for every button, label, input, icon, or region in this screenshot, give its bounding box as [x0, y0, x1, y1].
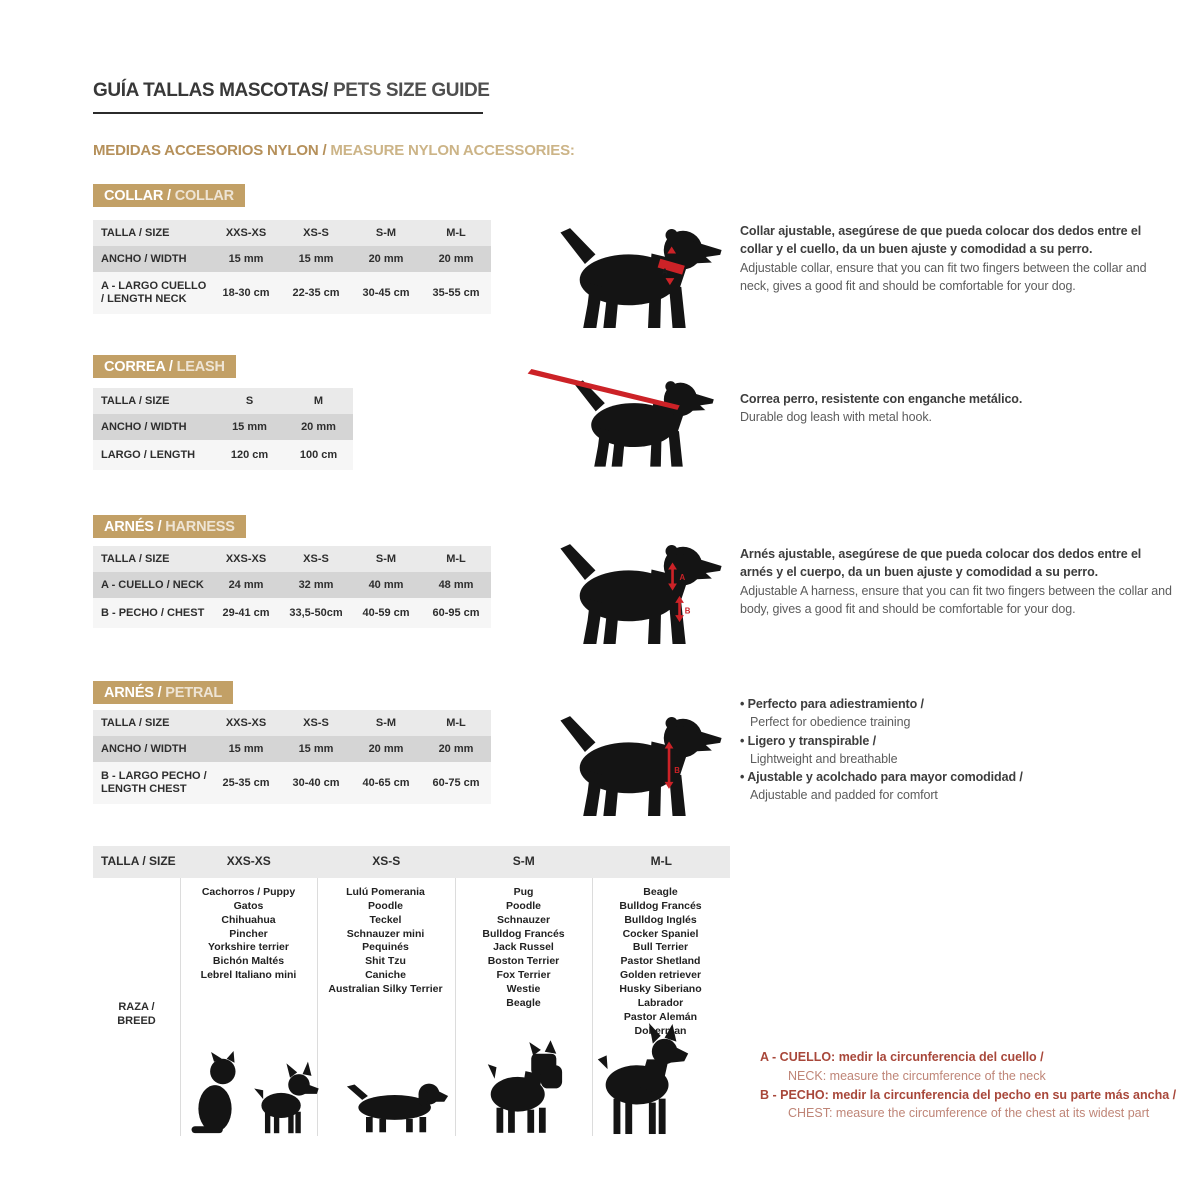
- breed-item: Teckel: [369, 913, 402, 926]
- table-cell: S-M: [375, 716, 397, 729]
- table-cell: 15 mm: [298, 252, 334, 265]
- feature-es: • Ajustable y acolchado para mayor comodidad /: [740, 768, 1172, 786]
- table-cell: 20 mm: [368, 252, 404, 265]
- table-cell: S: [245, 394, 254, 407]
- note-chest-es: B - PECHO: medir la circunferencia del pecho en su parte más ancha /: [760, 1087, 1177, 1102]
- feature-es: • Perfecto para adiestramiento /: [740, 695, 1172, 713]
- dog-collar-illustration: [540, 208, 735, 335]
- note-neck-en: NECK: measure the circumference of the neck: [788, 1068, 1046, 1083]
- row-label: B - LARGO PECHO / LENGTH CHEST: [101, 770, 207, 795]
- table-cell: 15 mm: [228, 252, 264, 265]
- badge-label-es: COLLAR /: [104, 188, 171, 204]
- table-row: [93, 710, 491, 736]
- breed-item: Yorkshire terrier: [208, 941, 289, 954]
- cat-illustration: [189, 1050, 241, 1136]
- table-row: [93, 220, 491, 246]
- row-label: A - CUELLO / NECK: [101, 578, 204, 591]
- table-cell: 60-95 cm: [432, 606, 480, 619]
- badge-label-en: PETRAL: [161, 685, 223, 701]
- table-cell: S-M: [512, 854, 535, 869]
- table-cell: S-M: [375, 552, 397, 565]
- breed-item: Bull Terrier: [632, 941, 689, 954]
- table-cell: 15 mm: [298, 742, 334, 755]
- table-row: [93, 846, 730, 878]
- leash-description-es: Correa perro, resistente con enganche metálico.: [740, 392, 1023, 406]
- row-label: TALLA / SIZE: [101, 226, 170, 239]
- table-cell: 24 mm: [228, 578, 264, 591]
- collar-description: [740, 222, 1172, 295]
- dachshund-illustration: [345, 1078, 450, 1135]
- table-cell: 18-30 cm: [222, 286, 270, 299]
- badge-label-en: LEASH: [172, 359, 225, 375]
- breed-item: Beagle: [643, 886, 678, 898]
- neck-marker-label: A: [679, 573, 686, 583]
- page-title: [93, 80, 490, 114]
- petral-section-badge: [93, 681, 233, 704]
- row-label: LARGO / LENGTH: [101, 448, 196, 461]
- table-cell: 33,5-50cm: [289, 606, 343, 619]
- table-cell: 20 mm: [368, 742, 404, 755]
- breed-item: Poodle: [505, 899, 541, 912]
- breed-item: Fox Terrier: [496, 969, 551, 982]
- row-label: ANCHO / WIDTH: [101, 742, 187, 755]
- row-label: ANCHO / WIDTH: [101, 420, 187, 433]
- row-label: TALLA / SIZE: [101, 854, 176, 869]
- breed-item: Bulldog Inglés: [624, 913, 697, 926]
- breed-item: Pequinés: [362, 941, 409, 954]
- breed-table-body: [93, 878, 730, 1136]
- harness-section-badge: [93, 515, 246, 538]
- breed-item: Australian Silky Terrier: [328, 983, 443, 996]
- page-subtitle-en: MEASURE NYLON ACCESSORIES:: [326, 142, 575, 159]
- breed-item: Pastor Shetland: [620, 955, 701, 968]
- leash-section-badge: [93, 355, 236, 378]
- table-cell: 20 mm: [301, 420, 336, 433]
- table-cell: 48 mm: [438, 578, 474, 591]
- collar-section-badge: [93, 184, 245, 207]
- leash-description: [740, 390, 1172, 427]
- breed-item: Labrador: [637, 996, 684, 1009]
- breed-item: Boston Terrier: [487, 955, 560, 968]
- chihuahua-illustration: [250, 1058, 322, 1135]
- breed-item: Shit Tzu: [365, 955, 406, 968]
- row-label: B - PECHO / CHEST: [101, 606, 205, 619]
- row-label: TALLA / SIZE: [101, 716, 170, 729]
- feature-es: • Ligero y transpirable /: [740, 732, 1172, 750]
- table-cell: 40-65 cm: [362, 776, 410, 789]
- table-cell: M: [313, 394, 324, 407]
- leash-size-table: [93, 388, 353, 470]
- breed-item: Poodle: [367, 899, 403, 912]
- table-cell: 25-35 cm: [222, 776, 270, 789]
- feature-item: [740, 732, 1172, 769]
- breed-item: Jack Russel: [493, 941, 554, 954]
- feature-en: Perfect for obedience training: [750, 715, 911, 730]
- breed-item: Bichón Maltés: [212, 955, 285, 968]
- collar-description-en: Adjustable collar, ensure that you can fit two fingers between the collar and neck, gives a good fit and should be comfortable for your dog.: [740, 260, 1147, 293]
- breed-list-xs-s: [317, 886, 454, 997]
- breed-item: Cachorros / Puppy: [201, 886, 296, 898]
- table-cell: 15 mm: [232, 420, 267, 433]
- leash-description-en: Durable dog leash with metal hook.: [740, 410, 932, 425]
- neck-marker-label: A: [662, 267, 668, 277]
- chest-marker-label: B: [684, 606, 691, 616]
- petral-features: [740, 695, 1172, 805]
- breed-item: Bulldog Francés: [619, 899, 702, 912]
- table-cell: 40-59 cm: [362, 606, 410, 619]
- table-row: [93, 388, 353, 414]
- breed-item: Doberman: [634, 1024, 687, 1037]
- measuring-notes: [760, 1048, 1190, 1123]
- breed-item: Gatos: [233, 899, 264, 912]
- breed-item: Lebrel Italiano mini: [200, 969, 297, 982]
- table-cell: XXS-XS: [225, 552, 267, 565]
- badge-label-es: CORREA /: [104, 359, 173, 375]
- table-cell: XXS-XS: [226, 854, 271, 869]
- table-row: [93, 414, 353, 440]
- table-row: [93, 272, 491, 314]
- feature-en: Adjustable and padded for comfort: [750, 788, 938, 803]
- breed-table-header: [93, 846, 730, 878]
- doberman-illustration: [595, 1022, 690, 1135]
- table-row: [93, 762, 491, 804]
- breed-list-m-l: [592, 886, 729, 1038]
- note-neck-es: A - CUELLO: medir la circunferencia del cuello /: [760, 1050, 1044, 1064]
- table-row: [93, 736, 491, 762]
- table-cell: S-M: [375, 226, 397, 239]
- breed-row-label: [93, 1000, 180, 1029]
- breed-item: Bulldog Francés: [482, 927, 565, 940]
- feature-en: Lightweight and breathable: [750, 751, 898, 766]
- table-cell: 35-55 cm: [432, 286, 480, 299]
- table-cell: XS-S: [303, 226, 329, 239]
- breed-item: Caniche: [365, 969, 406, 982]
- table-cell: XS-S: [303, 716, 329, 729]
- page-subtitle: [93, 142, 575, 159]
- breed-row-label-en: BREED: [117, 1015, 156, 1028]
- breed-item: Lulú Pomerania: [346, 886, 425, 898]
- badge-label-en: HARNESS: [161, 519, 235, 535]
- table-cell: 100 cm: [299, 448, 338, 461]
- table-cell: 22-35 cm: [292, 286, 340, 299]
- breed-item: Husky Siberiano: [619, 983, 702, 996]
- table-cell: M-L: [650, 854, 672, 869]
- row-label: TALLA / SIZE: [101, 394, 170, 407]
- dog-petral-illustration: [540, 696, 735, 823]
- badge-label-en: COLLAR: [170, 188, 234, 204]
- badge-label-es: ARNÉS /: [104, 519, 162, 535]
- table-row: [93, 572, 491, 598]
- dog-leash-illustration: [512, 363, 740, 475]
- collar-description-es: Collar ajustable, asegúrese de que pueda colocar dos dedos entre el collar y el cuello, da un buen ajuste y comodidad a su perro.: [740, 224, 1142, 257]
- breed-item: Schnauzer mini: [346, 927, 425, 940]
- table-cell: 20 mm: [438, 742, 474, 755]
- note-chest-en: CHEST: measure the circumference of the chest at its widest part: [788, 1106, 1150, 1121]
- page-title-es: GUÍA TALLAS MASCOTAS/: [93, 80, 329, 101]
- breed-item: Chihuahua: [221, 913, 276, 926]
- table-cell: 29-41 cm: [222, 606, 270, 619]
- harness-description: [740, 545, 1172, 618]
- table-cell: 15 mm: [228, 742, 264, 755]
- table-row: [93, 440, 353, 470]
- breed-item: Beagle: [506, 996, 541, 1009]
- dog-harness-illustration: [540, 524, 735, 651]
- table-row: [93, 546, 491, 572]
- table-row: [93, 598, 491, 628]
- harness-size-table: [93, 546, 491, 628]
- table-cell: 60-75 cm: [432, 776, 480, 789]
- table-cell: M-L: [446, 552, 466, 565]
- table-cell: M-L: [446, 716, 466, 729]
- table-cell: 120 cm: [230, 448, 269, 461]
- breed-item: Pug: [513, 886, 534, 898]
- table-cell: 30-45 cm: [362, 286, 410, 299]
- table-cell: 32 mm: [298, 578, 334, 591]
- breed-item: Golden retriever: [619, 969, 702, 982]
- breed-item: Pastor Alemán: [623, 1010, 698, 1023]
- table-cell: 30-40 cm: [292, 776, 340, 789]
- breed-item: Cocker Spaniel: [622, 927, 699, 940]
- row-label: ANCHO / WIDTH: [101, 252, 187, 265]
- breed-list-s-m: [455, 886, 592, 1011]
- table-cell: XXS-XS: [225, 226, 267, 239]
- breed-item: Pincher: [229, 927, 268, 940]
- table-cell: 20 mm: [438, 252, 474, 265]
- table-row: [93, 246, 491, 272]
- schnauzer-illustration: [483, 1038, 565, 1135]
- harness-description-en: Adjustable A harness, ensure that you can fit two fingers between the collar and body, gives a good fit and should be comfortable for your dog.: [740, 583, 1172, 616]
- page-title-en: PETS SIZE GUIDE: [328, 80, 490, 101]
- row-label: TALLA / SIZE: [101, 552, 170, 565]
- row-label: A - LARGO CUELLO / LENGTH NECK: [101, 280, 207, 305]
- breed-item: Schnauzer: [496, 913, 551, 926]
- table-cell: XXS-XS: [225, 716, 267, 729]
- feature-item: [740, 695, 1172, 732]
- chest-marker-label: B: [674, 766, 680, 776]
- table-cell: M-L: [446, 226, 466, 239]
- table-cell: XS-S: [303, 552, 329, 565]
- badge-label-es: ARNÉS /: [104, 685, 162, 701]
- collar-size-table: [93, 220, 491, 314]
- page-subtitle-es: MEDIDAS ACCESORIOS NYLON /: [93, 142, 327, 159]
- breed-row-label-es: RAZA /: [118, 1001, 155, 1013]
- feature-item: [740, 768, 1172, 805]
- breed-item: Westie: [506, 983, 541, 996]
- table-cell: 40 mm: [368, 578, 404, 591]
- petral-size-table: [93, 710, 491, 804]
- harness-description-es: Arnés ajustable, asegúrese de que pueda colocar dos dedos entre el arnés y el cuerpo, da un buen ajuste y comodidad a su perro.: [740, 547, 1142, 580]
- breed-list-xxs-xs: [180, 886, 317, 983]
- table-cell: XS-S: [372, 854, 401, 869]
